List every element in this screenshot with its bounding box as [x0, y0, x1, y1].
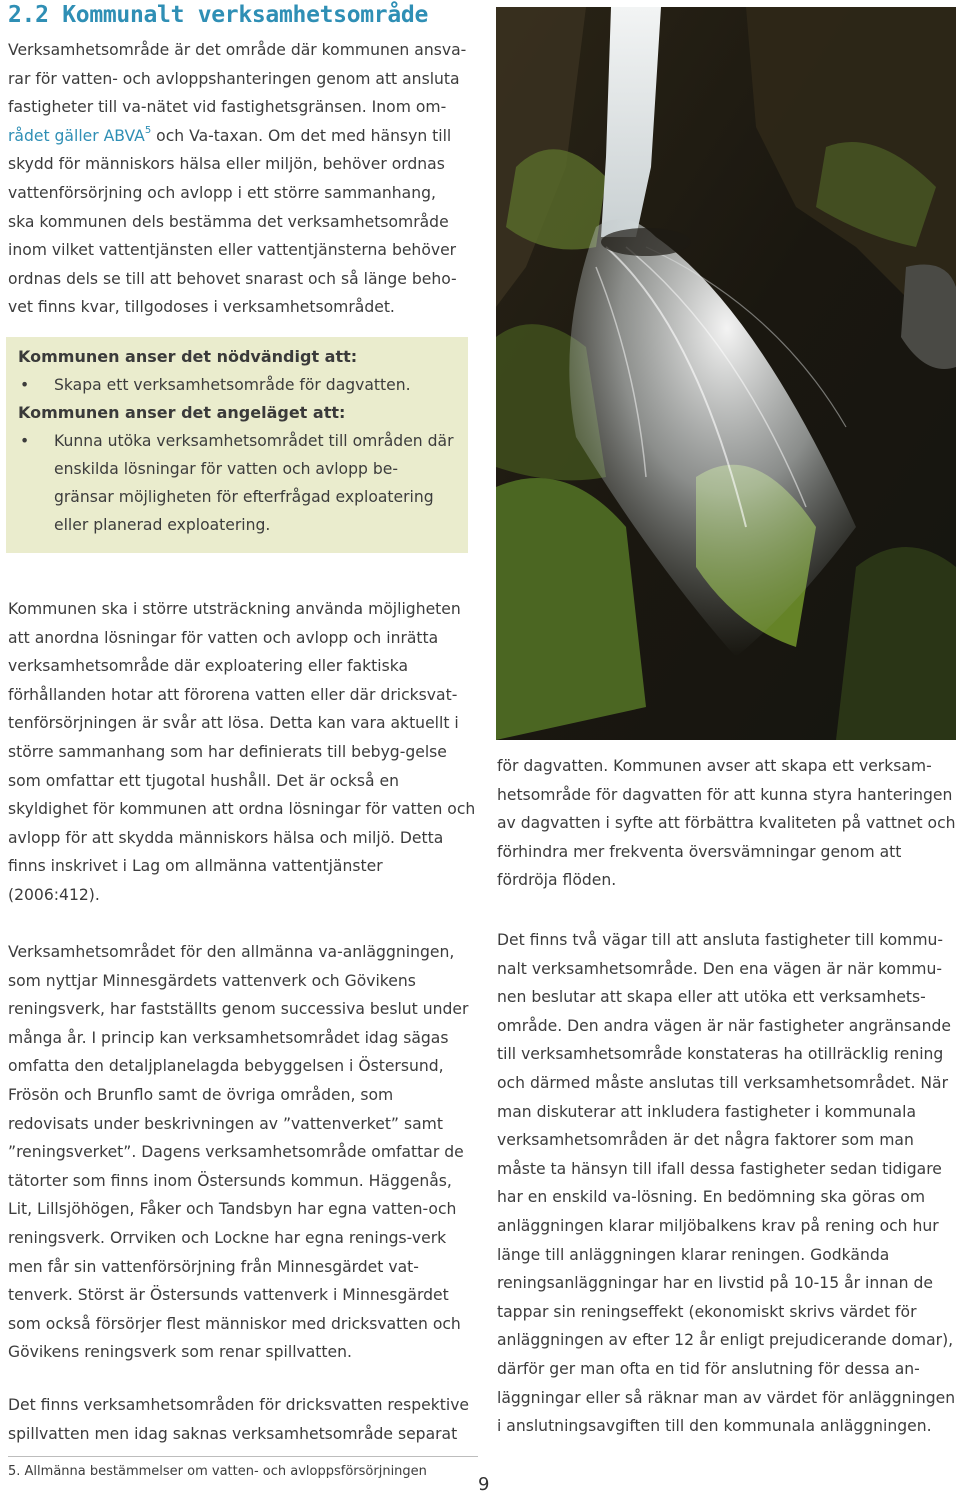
footnote-ref[interactable]: 5 [144, 124, 152, 136]
waterfall-photo [496, 7, 956, 740]
text-line: rar för vatten- och avloppshanteringen genom att ansluta [8, 69, 460, 88]
footnote: 5. Allmänna bestämmelser om vatten- och avloppsförsörjningen [8, 1464, 427, 1479]
page-number: 9 [478, 1474, 490, 1495]
bullet-list [18, 371, 456, 399]
box-heading-urgent: Kommunen anser det angeläget att: [18, 403, 346, 422]
body-paragraph-3: Det finns verksamhetsområden för dricksvatten respektive spillvatten men idag saknas verksamhetsområde separat [8, 1396, 470, 1443]
text-line: ordnas dels se till att behovet snarast och så länge beho- [8, 269, 457, 288]
text-line: inom vilket vattentjänsten eller vattentjänsterna behöver [8, 241, 457, 260]
text-line: vet finns kvar, tillgodoses i verksamhetsområdet. [8, 298, 395, 317]
bullet: • [20, 432, 30, 450]
text-line: Verksamhetsområde är det område där kommunen ansva- [8, 41, 467, 59]
body-paragraph-2: Verksamhetsområdet för den allmänna va-anläggningen, som nyttjar Minnesgärdets vattenverk och Gövikens reningsverk, har fastställts genom successiva beslut under många år. I princip kan verksamhetsområdet idag sägas omfatta den detaljplanelagda bebyggelsen i Östersund, Frösön och Brunflo samt de övriga områden, som redovisats under beskrivningen av ”vattenverket” samt ”reningsverket”. Dagens verksamhetsområde omfattar de tätorter som finns inom Östersunds kommun. Häggenås, Lit, Lillsjöhögen, Fåker och Tandsbyn har egna vatten-och reningsverk. Orrviken och Lockne har egna renings-verk men får sin vattenförsörjning från Minnesgärdet vat-tenverk. Störst är Östersunds vattenverk i Minnesgärdet som också försörjer flest människor med dricksvatten och Gövikens reningsverk som renar spillvatten. [8, 943, 469, 1362]
bullet-list [18, 427, 456, 539]
highlight-box [6, 337, 468, 553]
text-line: vattenförsörjning och avlopp i ett större sammanhang, [8, 183, 436, 202]
box-heading-necessary: Kommunen anser det nödvändigt att: [18, 347, 358, 366]
list-item: • Skapa ett verksamhetsområde för dagvatten. [18, 371, 456, 399]
list-item: • Kunna utöka verksamhetsområdet till områden där enskilda lösningar för vatten och avlopp be-gränsar möjligheten för efterfrågad exploatering eller planerad exploatering. [18, 427, 456, 539]
bullet: • [20, 376, 30, 394]
text-line: skydd för människors hälsa eller miljön, behöver ordnas [8, 155, 445, 174]
footnote-divider [8, 1456, 478, 1457]
intro-paragraph [8, 36, 478, 322]
section-heading: 2.2 Kommunalt verksamhetsområde [8, 2, 428, 28]
text-line: ska kommunen dels bestämma det verksamhetsområde [8, 212, 449, 231]
body-paragraph-1: Kommunen ska i större utsträckning använda möjligheten att anordna lösningar för vatten och avlopp och inrätta verksamhetsområde där exploatering eller faktiska förhållanden hotar att förorena vatten eller där dricksvat-tenförsörjningen är svår att lösa. Detta kan vara aktuellt i större sammanhang som har definierats till bebyg-gelse som omfattar ett tjugotal hushåll. Det är också en skyldighet för kommunen att ordna lösningar för vatten och avlopp för att skydda människors hälsa och miljö. Detta finns inskrivet i Lag om allmänna vattentjänster (2006:412). [8, 600, 476, 904]
body-paragraph-5: Det finns två vägar till att ansluta fastigheter till kommu-nalt verksamhetsområde. Den ena vägen är när kommu-nen beslutar att skapa eller att utöka ett verksamhets-område. Den andra vägen är när fastigheter angränsande till verksamhetsområde konstateras ha otillräcklig rening och därmed måste anslutas till verksamhetsområdet. När man diskuterar att inkludera fastigheter i kommunala verksamhetsområden är det några faktorer som man måste ta hänsyn till ifall dessa fastigheter sedan tidigare har en enskild va-lösning. En bedömning ska göras om anläggningen klarar miljöbalkens krav på rening och hur länge till anläggningen klarar reningen. Godkända reningsanläggningar har en livstid på 10-15 år innan de tappar sin reningseffekt (ekonomiskt skrivs värdet för anläggningen av efter 12 år enligt prejudicerande domar), därför ger man ofta en tid för anslutning för dessa an-läggningar eller så räknar man av värdet för anläggningen i anslutningsavgiften till den kommunala anläggningen. [497, 931, 956, 1436]
text-line: rådet gäller ABVA$^5$ och Va-taxan. Om det med hänsyn till [8, 124, 452, 145]
abva-phrase: rådet gäller ABVA$^5$ [8, 124, 152, 145]
body-paragraph-4: för dagvatten. Kommunen avser att skapa ett verksam-hetsområde för dagvatten för att kunna styra hanteringen av dagvatten i syfte att förbättra kvaliteten på vattnet och förhindra mer frekventa översvämningar genom att fördröja flöden. [497, 757, 956, 890]
text-line: fastigheter till va-nätet vid fastighetsgränsen. Inom om- [8, 98, 447, 117]
